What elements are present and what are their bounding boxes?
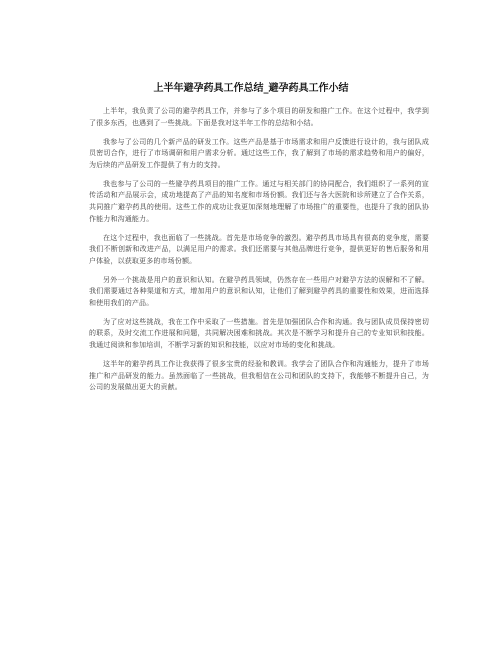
paragraph-challenge-competition: 在这个过程中，我也面临了一些挑战。首先是市场竞争的激烈。避孕药具市场具有很高的竞争度，需要我们不断创新和改进产品，以满足用户的需求。我们还需要与其他品牌进行竞争，提供更好的售后服务和用户体验，以获取更多的市场份额。 [89,233,429,265]
paragraph-conclusion: 这半年的避孕药具工作让我获得了很多宝贵的经验和教训。我学会了团队合作和沟通能力，提升了市场推广和产品研发的能力。虽然面临了一些挑战，但我相信在公司和团队的支持下，我能够不断提升自己，为公司的发展做出更大的贡献。 [89,360,429,392]
paragraph-promotion: 我也参与了公司的一些避孕药具项目的推广工作。通过与相关部门的协同配合，我们组织了一系列的宣传活动和产品展示会，成功地提高了产品的知名度和市场份额。我们还与各大医院和诊所建立了合作关系，共同推广避孕药具的使用。这些工作的成功让我更加深刻地理解了市场推广的重要性，也提升了我的团队协作能力和沟通能力。 [89,179,429,223]
paragraph-measures: 为了应对这些挑战，我在工作中采取了一些措施。首先是加强团队合作和沟通。我与团队成员保持密切的联系，及时交流工作进展和问题，共同解决困难和挑战。其次是不断学习和提升自己的专业知识和技能。我通过阅读和参加培训，不断学习新的知识和技能，以应对市场的变化和挑战。 [89,317,429,350]
document-title: 上半年避孕药具工作总结_避孕药具工作小结 [153,83,349,94]
paragraph-challenge-awareness: 另外一个挑战是用户的意识和认知。在避孕药具领域，仍然存在一些用户对避孕方法的误解和不了解。我们需要通过各种渠道和方式，增加用户的意识和认知，让他们了解到避孕药具的重要性和效果，进而选择和使用我们的产品。 [89,275,429,307]
paragraph-intro: 上半年，我负责了公司的避孕药具工作，并参与了多个项目的研发和推广工作。在这个过程中，我学到了很多东西，也遇到了一些挑战。下面是我对这半年工作的总结和小结。 [89,107,429,127]
paragraph-product-development: 我参与了公司的几个新产品的研发工作。这些产品是基于市场需求和用户反馈进行设计的，我与团队成员密切合作，进行了市场调研和用户需求分析。通过这些工作，我了解到了市场的需求趋势和用户的偏好，为后续的产品研发工作提供了有力的支持。 [89,137,429,169]
document-body [89,106,429,401]
